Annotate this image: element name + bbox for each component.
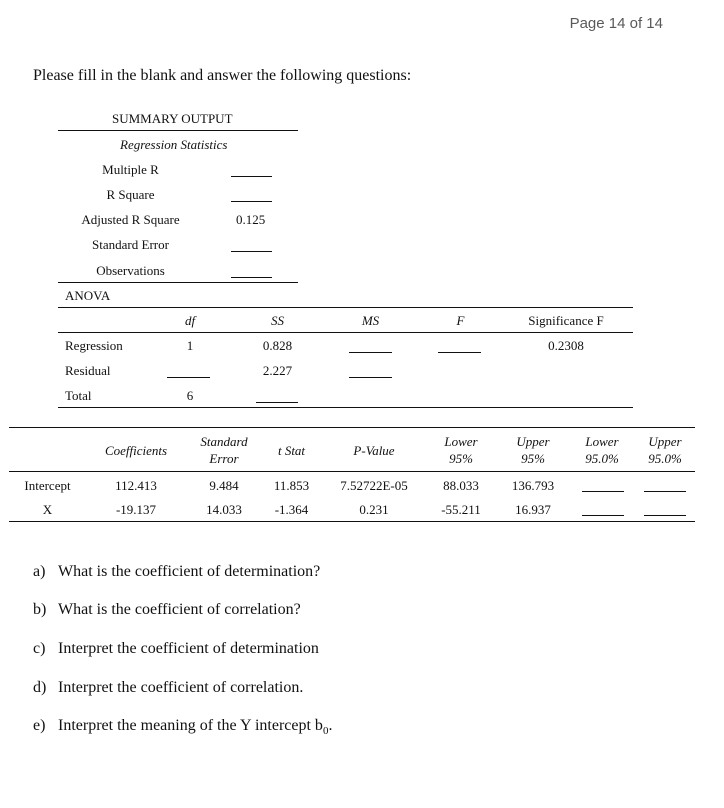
coef-header-lower-950: Lower bbox=[585, 434, 619, 449]
divider bbox=[58, 282, 298, 283]
x-coefficient: -19.137 bbox=[115, 502, 157, 517]
question-a bbox=[33, 563, 320, 581]
question-a-text: What is the coefficient of determination? bbox=[58, 563, 321, 580]
anova-residual-ss: 2.227 bbox=[262, 363, 293, 378]
question-e-end: . bbox=[328, 717, 333, 734]
question-e-subscript: 0 bbox=[322, 725, 329, 738]
intercept-t-stat: 11.853 bbox=[273, 478, 310, 493]
anova-row-label-total: Total bbox=[65, 388, 92, 403]
blank-observations[interactable] bbox=[231, 277, 272, 278]
coef-row-label-intercept: Intercept bbox=[24, 478, 71, 493]
intercept-upper-95: 136.793 bbox=[511, 478, 555, 493]
question-c-letter: c) bbox=[33, 640, 46, 657]
anova-regression-ss: 0.828 bbox=[262, 338, 293, 353]
coef-header-t-stat: t Stat bbox=[277, 443, 306, 458]
coef-header-upper-950: Upper bbox=[648, 434, 682, 449]
anova-header-f: F bbox=[456, 313, 465, 328]
stat-value-adjusted-r-square: 0.125 bbox=[236, 212, 266, 227]
anova-regression-significance-f: 0.2308 bbox=[548, 338, 584, 353]
blank-standard-error[interactable] bbox=[231, 251, 272, 252]
stat-label-multiple-r: Multiple R bbox=[102, 162, 159, 177]
question-d-letter: d) bbox=[33, 679, 47, 696]
anova-row-label-residual: Residual bbox=[65, 363, 111, 378]
coef-header-upper-95-pct: 95% bbox=[521, 451, 545, 466]
anova-header-significance-f: Significance F bbox=[528, 313, 604, 328]
divider bbox=[9, 471, 695, 472]
coef-header-error: Error bbox=[209, 451, 239, 466]
x-lower-95: -55.211 bbox=[441, 502, 481, 517]
divider bbox=[58, 307, 633, 308]
blank-x-upper-950[interactable] bbox=[644, 515, 686, 516]
anova-header-ms: MS bbox=[361, 313, 380, 328]
stat-label-r-square: R Square bbox=[106, 187, 155, 202]
anova-title: ANOVA bbox=[65, 288, 111, 303]
anova-row-label-regression: Regression bbox=[65, 338, 123, 353]
stat-label-standard-error: Standard Error bbox=[92, 237, 169, 252]
x-standard-error: 14.033 bbox=[206, 502, 242, 517]
question-e bbox=[33, 717, 332, 737]
anova-header-df: df bbox=[184, 313, 196, 328]
divider bbox=[58, 407, 633, 408]
question-c bbox=[33, 640, 319, 658]
divider bbox=[58, 332, 633, 333]
question-b bbox=[33, 601, 301, 619]
question-c-text: Interpret the coefficient of determination bbox=[58, 640, 319, 657]
divider bbox=[9, 427, 695, 428]
blank-multiple-r[interactable] bbox=[231, 176, 272, 177]
coef-header-upper-950-pct: 95.0% bbox=[648, 451, 682, 466]
instructions: Please fill in the blank and answer the following questions: bbox=[33, 67, 412, 84]
coef-header-p-value: P-Value bbox=[353, 443, 395, 458]
blank-regression-ms[interactable] bbox=[349, 352, 392, 353]
blank-intercept-upper-950[interactable] bbox=[644, 491, 686, 492]
blank-regression-f[interactable] bbox=[438, 352, 481, 353]
anova-regression-df: 1 bbox=[186, 338, 194, 353]
divider bbox=[58, 130, 298, 131]
question-a-letter: a) bbox=[33, 563, 46, 580]
summary-title: SUMMARY OUTPUT bbox=[112, 111, 233, 126]
coef-header-lower-950-pct: 95.0% bbox=[585, 451, 619, 466]
question-b-letter: b) bbox=[33, 601, 47, 618]
question-d-text: Interpret the coefficient of correlation. bbox=[58, 679, 304, 696]
coef-header-coefficients: Coefficients bbox=[104, 443, 168, 458]
x-upper-95: 16.937 bbox=[515, 502, 551, 517]
coef-header-standard: Standard bbox=[200, 434, 248, 449]
question-b-text: What is the coefficient of correlation? bbox=[58, 601, 301, 618]
blank-total-ss[interactable] bbox=[256, 402, 298, 403]
x-p-value: 0.231 bbox=[359, 502, 389, 517]
blank-x-lower-950[interactable] bbox=[582, 515, 624, 516]
anova-header-ss: SS bbox=[271, 313, 284, 328]
blank-residual-ms[interactable] bbox=[349, 377, 392, 378]
x-t-stat: -1.364 bbox=[274, 502, 309, 517]
coef-row-label-x: X bbox=[42, 502, 53, 517]
question-e-letter: e) bbox=[33, 717, 46, 734]
intercept-p-value: 7.52722E-05 bbox=[340, 478, 408, 493]
question-e-text: Interpret the meaning of the Y intercept b bbox=[58, 717, 323, 734]
coef-header-upper-95: Upper bbox=[516, 434, 550, 449]
question-d bbox=[33, 679, 303, 697]
blank-residual-df[interactable] bbox=[167, 377, 210, 378]
coef-header-lower-95: Lower bbox=[444, 434, 478, 449]
regression-statistics-title: Regression Statistics bbox=[120, 137, 228, 152]
page-number: Page 14 of 14 bbox=[569, 15, 663, 32]
intercept-lower-95: 88.033 bbox=[443, 478, 479, 493]
coef-header-lower-95-pct: 95% bbox=[449, 451, 473, 466]
intercept-standard-error: 9.484 bbox=[209, 478, 239, 493]
anova-total-df: 6 bbox=[186, 388, 194, 403]
intercept-coefficient: 112.413 bbox=[115, 478, 157, 493]
divider bbox=[9, 521, 695, 522]
stat-label-observations: Observations bbox=[96, 263, 165, 278]
blank-r-square[interactable] bbox=[231, 201, 272, 202]
stat-label-adjusted-r-square: Adjusted R Square bbox=[81, 212, 180, 227]
blank-intercept-lower-950[interactable] bbox=[582, 491, 624, 492]
